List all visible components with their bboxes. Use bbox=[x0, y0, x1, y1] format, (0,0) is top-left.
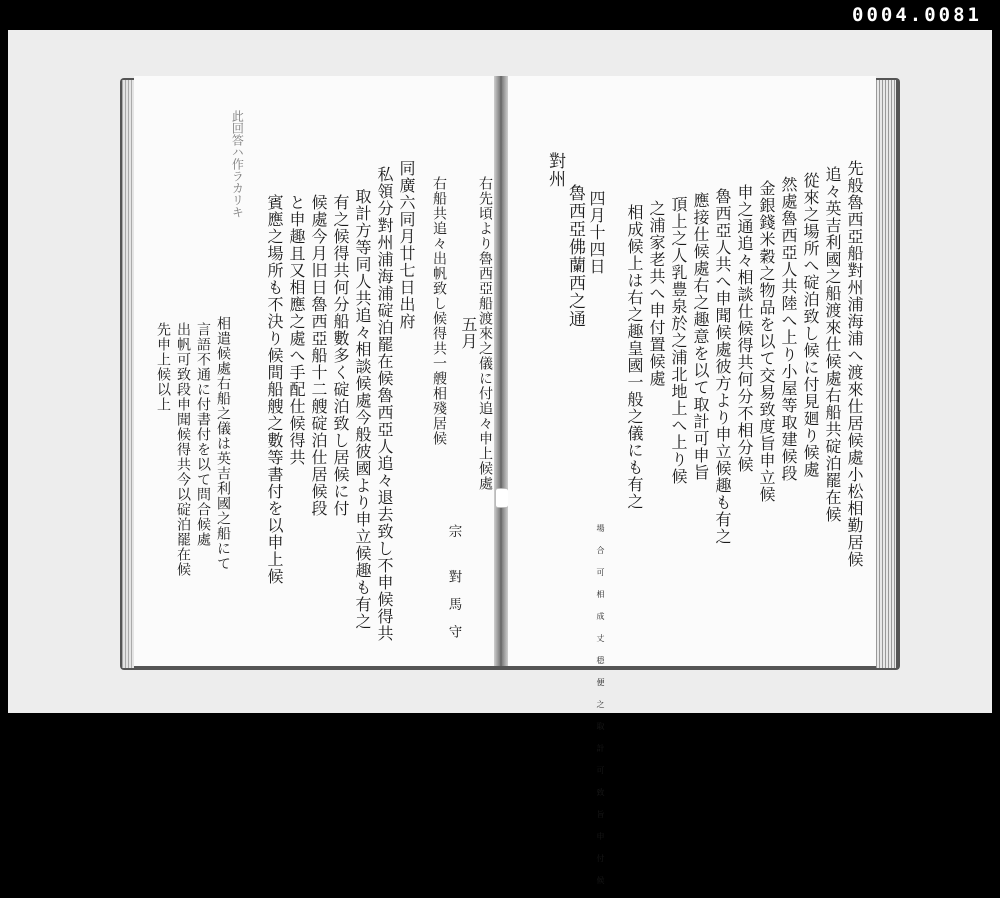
right-page-text-column: 先般魯西亞船對州浦海浦へ渡來仕居候處小松相勤居候 bbox=[845, 160, 864, 568]
margin-note: 此回答ハ作ラカリキ bbox=[230, 110, 245, 218]
binding-thread bbox=[495, 488, 509, 508]
right-page-text-column: 相成候上は右之趣皇國一般之儀にも有之 bbox=[625, 204, 644, 510]
right-page-text-column: 追々英吉利國之船渡來仕候處右船共碇泊罷在候 bbox=[823, 166, 842, 523]
right-page-text-column: 應接仕候處右之趣意を以て取計可申旨 bbox=[691, 192, 710, 481]
frame-number: 0004.0081 bbox=[852, 4, 982, 26]
left-page-text-column: 候處今月旧日魯西亞船十二艘碇泊仕居候段 bbox=[309, 194, 328, 517]
left-page-text-column: 出帆可致段申聞候得共今以碇泊罷在候 bbox=[175, 322, 191, 577]
left-page-text-column: 言語不通に付書付を以て問合候處 bbox=[195, 322, 211, 547]
month-heading: 五月 bbox=[459, 316, 478, 350]
right-page-heading: 對州 bbox=[545, 152, 565, 188]
right-page-text-column: 魯西亞人共へ申聞候處彼方より申立候趣も有之 bbox=[713, 188, 732, 545]
left-page-text-column: と申趣且又相應之處へ手配仕候得共 bbox=[287, 194, 306, 466]
left-page-text-column: 賓應之場所も不決り候間船艘之數等書付を以申上候 bbox=[265, 194, 284, 585]
right-page-text-column: 之浦家老共へ申付置候處 bbox=[647, 200, 666, 387]
signature: 場合可相成丈穏便之取計可致旨申付候 bbox=[596, 524, 605, 898]
signature: 宗 對馬守 bbox=[445, 524, 462, 653]
right-page-text-column: 然處魯西亞人共陸へ上り小屋等取建候段 bbox=[779, 176, 798, 482]
book-gutter bbox=[494, 76, 508, 666]
right-page-stack bbox=[876, 80, 896, 668]
left-page-date-line: 同廣六同月廿七日出府 bbox=[397, 160, 416, 330]
right-page-date-line: 四月十四日 bbox=[587, 190, 606, 275]
left-page-stack bbox=[122, 80, 134, 668]
left-page bbox=[134, 76, 494, 666]
left-page-text-column: 取計方等同人共追々相談候處今般彼國より申立候趣も有之 bbox=[353, 188, 372, 630]
right-page-text-column: 從來之場所へ碇泊致し候に付見廻り候處 bbox=[801, 172, 820, 478]
left-page-text-column: 右船共追々出帆致し候得共一艘相殘居候 bbox=[431, 176, 447, 446]
right-page bbox=[508, 76, 876, 898]
left-page-text-column: 右先頃より魯西亞船渡來之儀に付追々申上候處 bbox=[477, 176, 493, 491]
right-page-text-column: 金銀錢米穀之物品を以て交易致度旨申立候 bbox=[757, 180, 776, 503]
right-page-heading: 魯西亞佛蘭西之通 bbox=[565, 184, 585, 328]
left-page-text-column: 相遣候處右船之儀は英吉利國之船にて bbox=[215, 316, 231, 571]
right-page-text-column: 頂上之人乳豊泉於之浦北地上へ上り候 bbox=[669, 196, 688, 485]
left-page-text-column: 有之候得共何分船數多く碇泊致し居候に付 bbox=[331, 194, 350, 517]
left-page-text-column: 私領分對州浦海浦碇泊罷在候魯西亞人追々退去致し不申候得共 bbox=[375, 166, 394, 642]
right-page-text-column: 申之通追々相談仕候得共何分不相分候 bbox=[735, 184, 754, 473]
left-page-text-column: 先申上候以上 bbox=[155, 322, 171, 412]
